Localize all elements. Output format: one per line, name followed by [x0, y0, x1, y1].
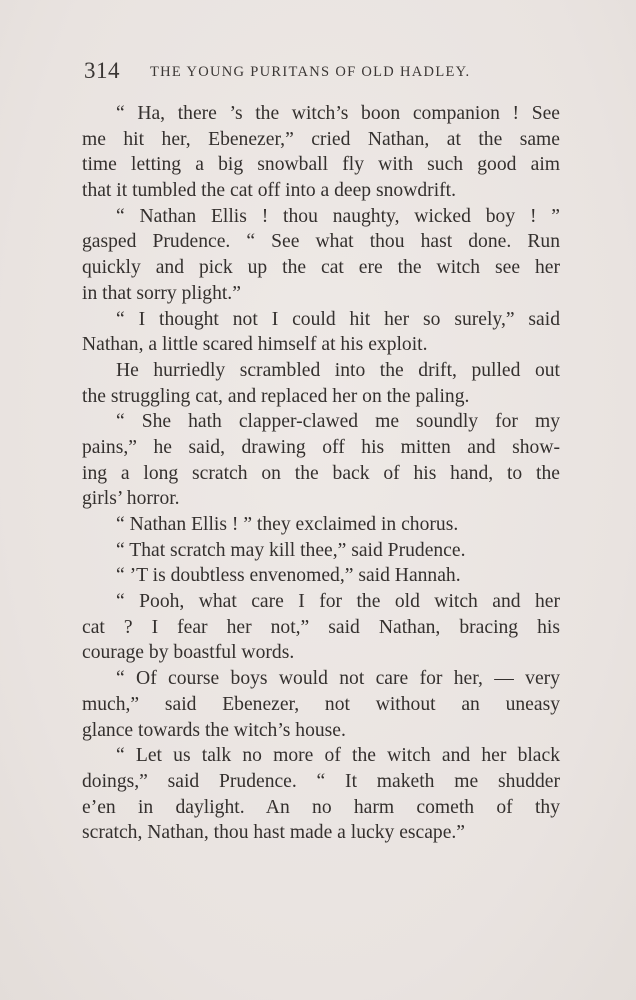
text-line: He hurriedly scrambled into the drift, pulled out [116, 359, 560, 381]
page-header [84, 58, 560, 88]
text-line: pains,” he said, drawing off his mitten and show- [82, 436, 560, 458]
text-line: glance towards the witch’s house. [82, 719, 346, 741]
text-line: courage by boastful words. [82, 642, 295, 664]
text-line: “ Pooh, what care I for the old witch and her [116, 591, 560, 613]
text-line: time letting a big snowball fly with such good aim [82, 154, 560, 176]
text-line: doings,” said Prudence. “ It maketh me shudder [82, 770, 560, 792]
text-line: cat ? I fear her not,” said Nathan, bracing his [82, 616, 560, 638]
text-line: “ I thought not I could hit her so surely,” said [116, 308, 560, 330]
text-line: quickly and pick up the cat ere the witch see her [82, 257, 560, 279]
text-line: girls’ horror. [82, 488, 180, 510]
body-text [82, 101, 560, 846]
text-line: me hit her, Ebenezer,” cried Nathan, at the same [82, 128, 560, 150]
text-line: “ Of course boys would not care for her, — very [116, 668, 560, 690]
text-line: that it tumbled the cat off into a deep snowdrift. [82, 180, 457, 202]
text-line: ing a long scratch on the back of his hand, to the [82, 462, 560, 484]
text-line: much,” said Ebenezer, not without an uneasy [82, 693, 560, 715]
text-line: the struggling cat, and replaced her on the paling. [82, 385, 470, 407]
text-line: scratch, Nathan, thou hast made a lucky escape.” [82, 822, 466, 844]
text-line: “ Nathan Ellis ! thou naughty, wicked boy ! ” [116, 205, 560, 227]
running-title: THE YOUNG PURITANS OF OLD HADLEY. [150, 64, 471, 80]
text-line: “ She hath clapper-clawed me soundly for my [116, 411, 560, 433]
text-line: “ Ha, there ’s the witch’s boon companion ! See [116, 103, 560, 124]
text-line: “ That scratch may kill thee,” said Prudence. [116, 539, 466, 561]
text-line: “ Let us talk no more of the witch and her black [116, 745, 560, 767]
text-line: in that sorry plight.” [82, 282, 241, 304]
text-line: e’en in daylight. An no harm cometh of thy [82, 796, 560, 818]
page-number: 314 [84, 58, 120, 83]
text-line: gasped Prudence. “ See what thou hast done. Run [82, 231, 560, 253]
text-line: “ ’T is doubtless envenomed,” said Hannah. [116, 565, 461, 587]
text-line: Nathan, a little scared himself at his exploit. [82, 334, 428, 356]
text-line: “ Nathan Ellis ! ” they exclaimed in chorus. [116, 514, 459, 535]
